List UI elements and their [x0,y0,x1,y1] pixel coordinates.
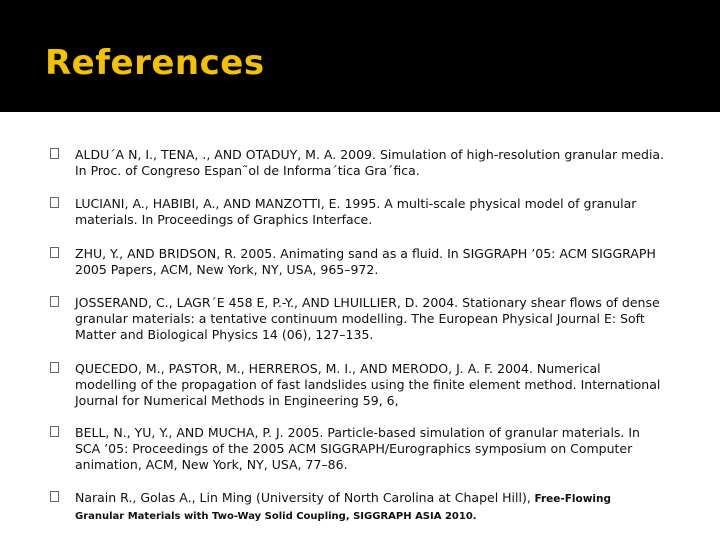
slide-title: References [45,43,265,83]
reference-text: JOSSERAND, C., LAGR´E 458 E, P.-Y., AND LHUILLIER, D. 2004. Stationary shear flows of dense granular materials: a tentative continuum modelling. The European Physical Journal E: Soft Matter and Biological Physics 14 (06), 127–135. [75,295,660,342]
reference-text: QUECEDO, M., PASTOR, M., HERREROS, M. I., AND MERODO, J. A. F. 2004. Numerical modelling of the propagation of fast landslides using the finite element method. International Journal for Numerical Methods in Engineering 59, 6, [75,361,661,408]
reference-authors: Narain R., Golas A., Lin Ming (University of North Carolina at Chapel Hill), [75,490,531,505]
square-bullet-icon [50,362,59,373]
square-bullet-icon [50,426,59,437]
reference-text: ZHU, Y., AND BRIDSON, R. 2005. Animating sand as a fluid. In SIGGRAPH ’05: ACM SIGGRAPH 2005 Papers, ACM, New York, NY, USA, 965–972. [75,246,656,277]
square-bullet-icon [50,491,59,502]
square-bullet-icon [50,148,59,159]
reference-text [75,490,695,525]
reference-title-end: Granular Materials with Two-Way Solid Coupling, SIGGRAPH ASIA 2010. [75,511,477,522]
reference-text: BELL, N., YU, Y., AND MUCHA, P. J. 2005. Particle-based simulation of granular materials. In SCA ’05: Proceedings of the 2005 ACM SIGGRAPH/Eurographics symposium on Computer animation, ACM, New York, NY, USA, 77–86. [75,425,640,472]
square-bullet-icon [50,197,59,208]
square-bullet-icon [50,247,59,258]
reference-text: ALDU´A N, I., TENA, ., AND OTADUY, M. A. 2009. Simulation of high-resolution granular media. In Proc. of Congreso Espan˜ol de Informa´tica Gra´fica. [75,147,665,178]
reference-title-start: Free-Flowing [530,493,612,505]
reference-text: LUCIANI, A., HABIBI, A., AND MANZOTTI, E. 1995. A multi-scale physical model of granular materials. In Proceedings of Graphics Interface. [75,196,637,227]
square-bullet-icon [50,296,59,307]
